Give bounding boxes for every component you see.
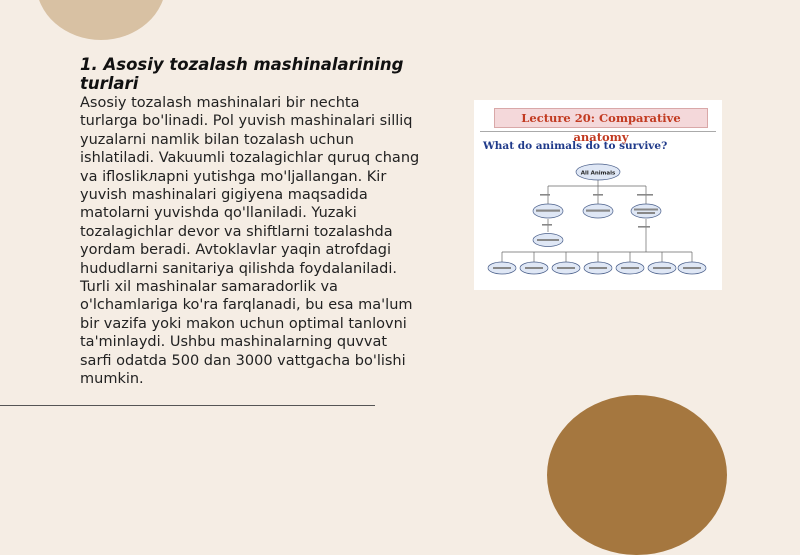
slide-divider [480,131,716,132]
decorative-circle-bottom [547,395,727,555]
body-paragraph: Asosiy tozalash mashinalari bir nechta turlarga bo'linadi. Pol yuvish mashinalari silliq yuzalarni namlik bilan tozalash uchun ishlatiladi. Vakuumli tozalagichlar quruq chang va ifloslikларni yutishga mo'ljallangan. Kir yuvish mashinalari gigiyena maqsadida matolarni yuvishda qo'llaniladi. Yuzaki tozalagichlar devor va shiftlarni tozalashda yordam beradi. Avtoklavlar yaqin atrofdagi hududlarni sanitariya qilishda foydalaniladi. Turli xil mashinalar samaradorlik va o'lchamlariga ko'ra farqlanadi, bu esa ma'lum bir vazifa yoki makon uchun optimal tanlovni ta'minlaydi. Ushbu mashinalarning quvvat sarfi odatda 500 dan 3000 vattgacha bo'lishi mumkin. [80,95,420,388]
tree-root-label: All Animals [580,170,616,177]
animal-tree-diagram [474,156,722,286]
decorative-circle-top [36,0,166,40]
divider-line [0,405,375,406]
section-heading: 1. Asosiy tozalash mashinalarining turlari [80,55,404,93]
slide-title: Lecture 20: Comparative anatomy [521,111,681,144]
tree-node [631,204,661,218]
lecture-slide-image [474,100,722,290]
slide-title-box [494,108,708,144]
slide-question: What do animals do to survive? [483,140,668,152]
